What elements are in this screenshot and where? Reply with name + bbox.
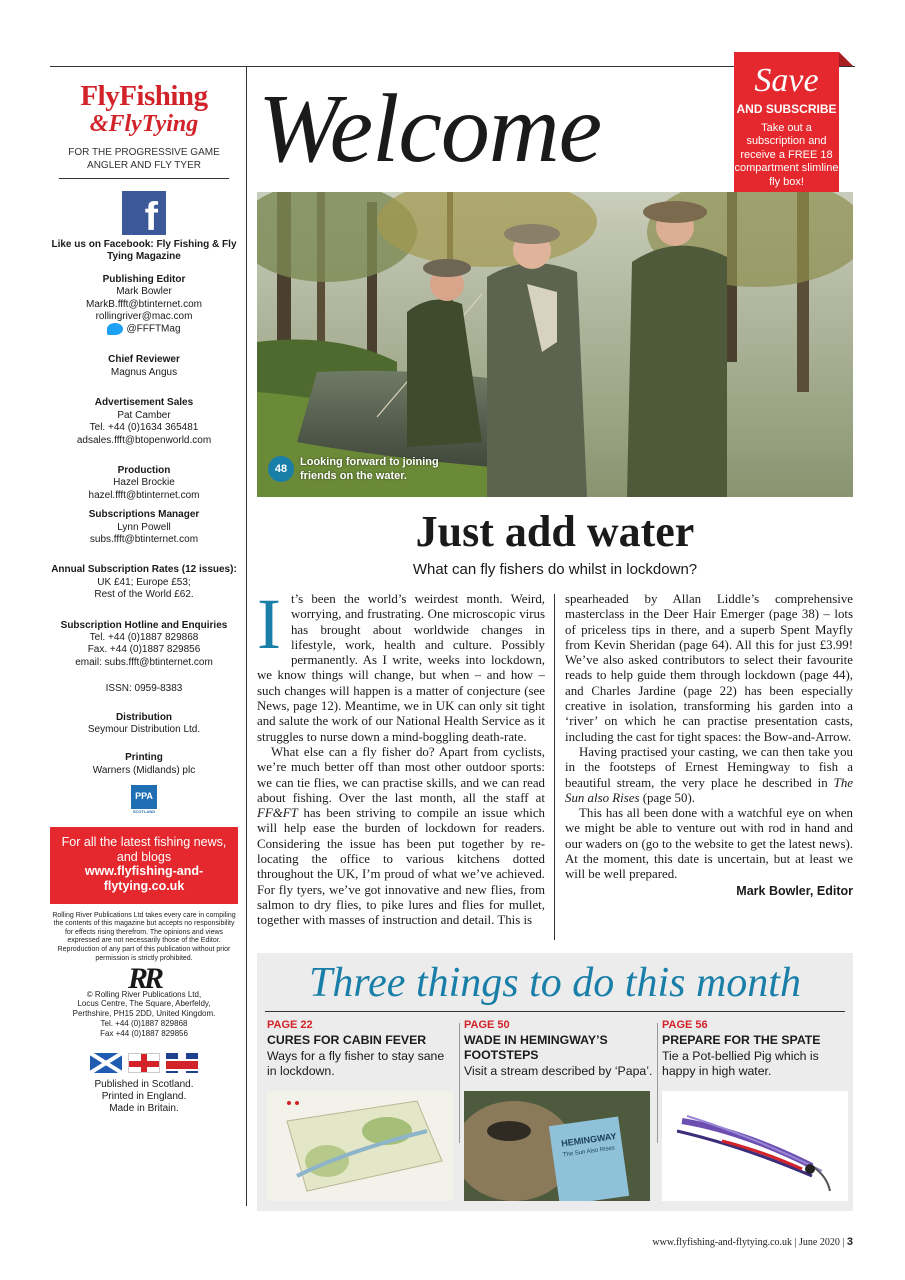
twitter-handle[interactable]: @FFFTMag [126,324,181,336]
distribution-title: Distribution [115,711,173,723]
page-footer [652,1236,853,1248]
published-line-1: Published in Scotland. [94,1078,194,1090]
feature-description: Visit a stream described by ‘Papa’. [464,1064,653,1078]
advertisement-sales-name: Pat Camber [117,409,171,421]
book-cover-subtitle: The Sun Also Rises [562,1145,616,1159]
tagline-rule [59,178,229,179]
hotline-email[interactable]: email: subs.ffft@btinternet.com [75,656,213,668]
printing-title: Printing [125,752,163,764]
paragraph-2-text-b: has been striving to compile an issue which will help ease the burden of lockdown for readers. Considering the issue has been put together by re-locating the office to various kitchens dotted throughout the UK, I’m proud of what we’ve achieved. For fly tyers, we’ve got innovative and new flies, from salmon to dry flies, to pike lures and flies for mullet, together with masses of instruction and detail. This is [257,806,545,928]
article-paragraph-2 [257,745,545,929]
twitter-handle-row[interactable] [50,323,238,336]
book-title: The Sun also Rises [565,775,853,805]
page-title: Welcome [258,75,602,183]
article-paragraph-4: This has all been done with a watchful eye on when we might be able to venture out with rod in hand and our waders on (go to the website to get the latest news). At the moment, this date is uncertain, but at least we will be well prepared. [565,806,853,882]
production-name: Hazel Brockie [113,477,175,489]
published-line-2: Printed in England. [101,1090,187,1102]
feature-heading: WADE IN HEMINGWAY’S FOOTSTEPS [464,1033,608,1062]
website-promo-url[interactable]: www.flyfishing-and-flytying.co.uk [84,864,204,894]
article-signature: Mark Bowler, Editor [736,883,853,898]
facebook-heading: Like us on Facebook: [51,239,154,250]
subscriptions-manager-title: Subscriptions Manager [88,509,200,521]
photo-page-badge[interactable]: 48 [268,456,294,482]
facebook-page-name[interactable]: Fly Fishing & Fly Tying Magazine [107,239,237,263]
copyright-line-2: Locus Centre, The Square, Aberfeldy, [77,999,211,1009]
article-column-1 [257,584,545,929]
feature-page-ref: PAGE 56 [662,1019,708,1031]
feature-heading: CURES FOR CABIN FEVER [267,1033,427,1047]
subscription-rates-block [50,564,238,601]
corner-fold [839,52,853,66]
feature-page-ref: PAGE 22 [267,1019,313,1031]
feature-divider [459,1023,460,1143]
distribution-name: Seymour Distribution Ltd. [87,724,201,736]
publisher-address [50,990,238,1039]
production-title: Production [117,464,171,476]
masthead-sidebar [50,66,238,1115]
england-flag-icon [128,1053,160,1073]
flags-row [50,1053,238,1073]
production-block [50,465,238,502]
website-promo-text: For all the latest fishing news, and blogs [61,835,227,864]
column-divider [554,594,555,940]
facebook-icon[interactable]: f [122,191,166,235]
article-headline: Just add water [415,507,695,556]
hotline-title: Subscription Hotline and Enquiries [60,619,228,631]
book-cover-title: HEMINGWAY [560,1130,618,1149]
photo-caption-text: Looking forward to joining friends on the water. [300,456,439,482]
article-column-2 [565,592,853,899]
published-in [50,1079,238,1115]
paragraph-2-text-a: What else can a fly fisher do? Apart from cyclists, we’re much better off than most other outdoor sports: we can tie flies, we can practise skills, and we can read about fishing. Over the last month, all the staff at [257,744,545,805]
publishing-editor-title: Publishing Editor [102,273,186,285]
subscription-rates-line-1: UK £41; Europe £53; [97,576,191,588]
anglers-illustration [257,192,853,497]
advertisement-sales-block [50,397,238,447]
hero-photo [257,192,853,497]
chief-reviewer-name: Magnus Angus [110,366,178,378]
copyright-line-3: Perthshire, PH15 2DD, United Kingdom. [72,1009,216,1019]
publishing-editor-email-2[interactable]: rollingriver@mac.com [95,311,193,323]
printing-name: Warners (Midlands) plc [92,764,196,776]
article-paragraph-1 [257,584,545,745]
paragraph-3-text-a: Having practised your casting, we can then take you in the footsteps of Ernest Hemingway to fish a beautiful stream, the very place he described in [565,744,853,790]
advertisement-sales-title: Advertisement Sales [94,397,194,409]
hotline-tel: Tel. +44 (0)1887 829868 [89,631,199,643]
photo-caption [268,455,450,483]
subscription-rates-line-2: Rest of the World £62. [94,589,194,601]
copyright-line-4: Tel. +44 (0)1887 829868 [100,1018,188,1028]
footer-url-date[interactable]: www.flyfishing-and-flytying.co.uk | June 2020 | [652,1237,845,1248]
paragraph-3-text-b: (page 50). [639,790,695,805]
website-promo-box[interactable] [50,827,238,903]
three-things-rule [265,1011,845,1012]
union-flag-icon [166,1053,198,1073]
tagline: FOR THE PROGRESSIVE GAME ANGLER AND FLY TYER [68,147,220,171]
feature-divider [657,1023,658,1143]
rolling-river-logo: RR [127,962,161,996]
hemingway-book-image [464,1091,650,1201]
scotland-flag-icon [90,1053,122,1073]
facebook-block [50,239,238,264]
printing-block [50,752,238,777]
subscriptions-manager-block [50,509,238,546]
ppa-label: PPA [135,791,153,802]
chief-reviewer-block [50,354,238,379]
copyright-line-5: Fax +44 (0)1887 829856 [100,1028,188,1038]
feature-description: Tie a Pot-bellied Pig which is happy in high water. [662,1049,819,1078]
production-email[interactable]: hazel.ffft@btinternet.com [88,489,200,501]
drop-cap: I [257,584,281,664]
copyright-line-1: © Rolling River Publications Ltd, [86,989,202,999]
hotline-block [50,620,238,670]
magazine-logo [50,82,238,138]
ppa-sub: SCOTLAND [132,809,156,815]
paragraph-1-text: t’s been the world’s weirdest month. Weird, worrying, and frustrating. One microscopic virus has brought about worldwide changes in lifestyle, work, health and culture. Possibly permanently. As I write, weeks into lockdown, we know things will change, but when – and how – such changes will happen is a matter of conjecture (see News, page 12). Meantime, we in UK can only sit tight and salute the work of our National Health Service as it struggles to nurse down a mind-boggling death-rate. [257,592,545,744]
publishing-editor-email-1[interactable]: MarkB.ffft@btinternet.com [86,298,202,310]
garden-plan-image [267,1091,453,1201]
advertisement-sales-email[interactable]: adsales.ffft@btopenworld.com [76,434,212,446]
issn: ISSN: 0959-8383 [105,683,183,695]
feature-item-cabin-fever[interactable] [267,1017,457,1079]
subscriptions-manager-email[interactable]: subs.ffft@btinternet.com [89,533,199,545]
publishing-editor-name: Mark Bowler [116,286,172,298]
three-things-panel [257,953,853,1211]
article-paragraph-2-continued: spearheaded by Allan Liddle’s comprehensive masterclass in the Deer Hair Emerger (page 38) – lots of priceless tips in there, and a superb Spent Mayfly from Kevin Sheridan (page 64). All this for just £3.99! We’ve also asked contributors to select their favourite reads to help guide them through lockdown (page 44), and Charles Jardine (page 22) has been especially creative in isolation, transforming his garden into a ‘river’ on which he can practise presentation casts, including the cast for tight spaces: the Bow-and-Arrow. [565,592,853,744]
logo-line-2: &FlyTying [89,111,199,137]
logo-line-1: FlyFishing [80,80,208,112]
subscribe-offer-text: Take out a subscription and receive a FREE 18 compartment slimline fly box! [734,122,839,188]
article-standfirst: What can fly fishers do whilst in lockdown? [412,561,698,578]
sidebar-divider [246,66,247,1206]
save-heading: Save [754,62,819,99]
subscribe-heading: AND SUBSCRIBE [736,102,837,116]
subscription-rates-title: Annual Subscription Rates (12 issues): [51,564,237,576]
article-paragraph-3 [565,745,853,806]
feature-item-spate[interactable] [662,1017,852,1079]
hotline-fax: Fax. +44 (0)1887 829856 [87,644,201,656]
three-things-title: Three things to do this month [309,960,801,1006]
feature-item-hemingway[interactable] [464,1017,654,1159]
chief-reviewer-title: Chief Reviewer [108,354,180,366]
subscriptions-manager-name: Lynn Powell [117,521,171,533]
feature-description: Ways for a fly fisher to stay sane in lockdown. [267,1049,445,1078]
twitter-icon [107,323,123,335]
ppa-logo [131,785,157,815]
pot-bellied-pig-fly-image [662,1091,848,1201]
magazine-abbrev: FF&FT [257,806,298,821]
publishing-editor-block [50,274,238,337]
published-line-3: Made in Britain. [109,1102,179,1114]
disclaimer: Rolling River Publications Ltd takes every care in compiling the contents of this magazine but accepts no responsibility for effects rising therefrom. The opinions and views expressed are not necessarily those of the Editor. Reproduction of any part of this publication without prior permission is strictly prohibited. [52,911,236,962]
feature-page-ref: PAGE 50 [464,1019,510,1031]
advertisement-sales-tel: Tel. +44 (0)1634 365481 [89,422,199,434]
feature-heading: PREPARE FOR THE SPATE [662,1033,821,1047]
page-number: 3 [846,1236,853,1248]
distribution-block [50,712,238,737]
